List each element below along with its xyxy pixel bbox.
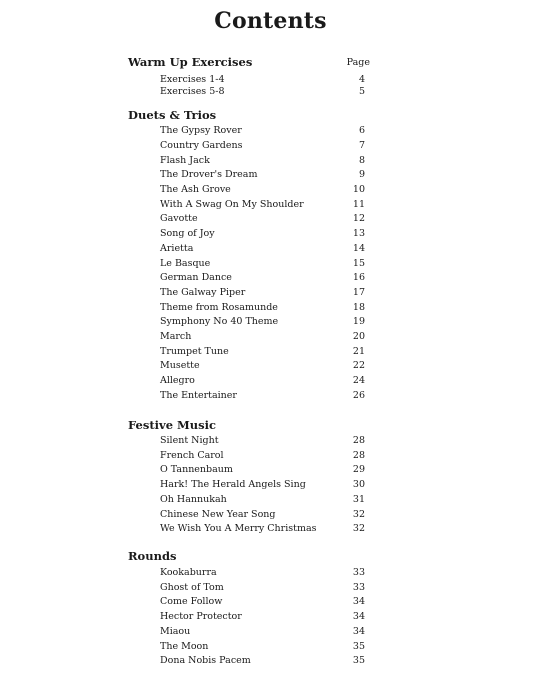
list-item <box>0 302 541 317</box>
item-page: 12 <box>352 213 365 224</box>
item-title: Kookaburra <box>160 567 217 578</box>
list-item <box>0 243 541 258</box>
item-page: 31 <box>352 494 365 505</box>
item-page: 8 <box>358 155 365 166</box>
item-page: 28 <box>352 450 365 461</box>
item-title: Chinese New Year Song <box>160 509 276 520</box>
section-heading: Rounds <box>128 549 177 563</box>
item-page: 28 <box>352 435 365 446</box>
item-page: 34 <box>352 626 365 637</box>
list-item <box>0 655 541 670</box>
list-item <box>0 596 541 611</box>
item-page: 33 <box>352 582 365 593</box>
item-title: Country Gardens <box>160 140 243 151</box>
list-item <box>0 450 541 465</box>
item-page: 32 <box>352 509 365 520</box>
item-page: 13 <box>352 228 365 239</box>
item-title: Silent Night <box>160 435 219 446</box>
item-title: Gavotte <box>160 213 198 224</box>
list-item <box>0 494 541 509</box>
item-page: 5 <box>358 86 365 97</box>
item-page: 11 <box>352 199 365 210</box>
item-page: 32 <box>352 523 365 534</box>
list-item <box>0 272 541 287</box>
item-page: 17 <box>352 287 365 298</box>
list-item <box>0 125 541 140</box>
item-page: 15 <box>352 258 365 269</box>
item-page: 30 <box>352 479 365 490</box>
item-title: The Drover's Dream <box>160 169 258 180</box>
list-item <box>0 169 541 184</box>
section-rounds <box>0 549 541 674</box>
section-warm-up <box>0 55 541 100</box>
item-title: With A Swag On My Shoulder <box>160 199 304 210</box>
list-item <box>0 199 541 214</box>
item-title: O Tannenbaum <box>160 464 233 475</box>
item-page: 7 <box>358 140 365 151</box>
section-heading: Warm Up Exercises <box>128 55 253 69</box>
item-title: March <box>160 331 192 342</box>
list-item <box>0 184 541 199</box>
page-title: Contents <box>214 8 327 34</box>
item-page: 19 <box>352 316 365 327</box>
item-title: Oh Hannukah <box>160 494 227 505</box>
item-title: Hark! The Herald Angels Sing <box>160 479 306 490</box>
list-item <box>0 523 541 538</box>
item-title: Song of Joy <box>160 228 215 239</box>
section-heading: Festive Music <box>128 418 216 432</box>
list-item <box>0 86 541 101</box>
list-item <box>0 435 541 450</box>
item-title: Symphony No 40 Theme <box>160 316 279 327</box>
list-item <box>0 375 541 390</box>
item-page: 22 <box>352 360 365 371</box>
list-item <box>0 258 541 273</box>
item-title: Flash Jack <box>160 155 210 166</box>
item-page: 14 <box>352 243 365 254</box>
item-title: The Galway Piper <box>160 287 246 298</box>
item-page: 9 <box>358 169 365 180</box>
item-title: The Ash Grove <box>160 184 231 195</box>
list-item <box>0 140 541 155</box>
list-item <box>0 582 541 597</box>
item-title: Miaou <box>160 626 191 637</box>
section-heading: Duets & Trios <box>128 108 217 122</box>
item-title: Come Follow <box>160 596 223 607</box>
item-page: 21 <box>352 346 365 357</box>
item-title: Ghost of Tom <box>160 582 224 593</box>
item-page: 16 <box>352 272 365 283</box>
item-page: 26 <box>352 390 365 401</box>
list-item <box>0 626 541 641</box>
item-page: 18 <box>352 302 365 313</box>
item-title: Trumpet Tune <box>160 346 229 357</box>
list-item <box>0 390 541 405</box>
list-item <box>0 213 541 228</box>
item-title: Exercises 1-4 <box>160 74 225 85</box>
item-page: 10 <box>352 184 365 195</box>
list-item <box>0 346 541 361</box>
item-page: 20 <box>352 331 365 342</box>
item-title: French Carol <box>160 450 224 461</box>
item-title: The Entertainer <box>160 390 237 401</box>
list-item <box>0 331 541 346</box>
item-title: Allegro <box>160 375 195 386</box>
item-title: Arietta <box>160 243 194 254</box>
list-item <box>0 641 541 656</box>
list-item <box>0 316 541 331</box>
list-item <box>0 228 541 243</box>
item-title: Musette <box>160 360 200 371</box>
list-item <box>0 611 541 626</box>
item-title: Hector Protector <box>160 611 242 622</box>
list-item <box>0 287 541 302</box>
list-item <box>0 479 541 494</box>
item-title: Dona Nobis Pacem <box>160 655 251 666</box>
item-page: 4 <box>358 74 365 85</box>
item-title: The Moon <box>160 641 209 652</box>
item-title: Exercises 5-8 <box>160 86 225 97</box>
item-title: German Dance <box>160 272 232 283</box>
item-page: 34 <box>352 611 365 622</box>
item-title: Theme from Rosamunde <box>160 302 278 313</box>
item-title: Le Basque <box>160 258 211 269</box>
item-page: 24 <box>352 375 365 386</box>
page-column-label: Page <box>346 57 370 68</box>
item-page: 33 <box>352 567 365 578</box>
list-item <box>0 360 541 375</box>
item-title: The Gypsy Rover <box>160 125 242 136</box>
list-item <box>0 155 541 170</box>
item-page: 35 <box>352 641 365 652</box>
section-festive-music <box>0 418 541 538</box>
list-item <box>0 509 541 524</box>
section-duets-trios <box>0 108 541 403</box>
item-page: 29 <box>352 464 365 475</box>
list-item <box>0 464 541 479</box>
list-item <box>0 567 541 582</box>
item-page: 35 <box>352 655 365 666</box>
item-title: We Wish You A Merry Christmas <box>160 523 317 534</box>
item-page: 6 <box>358 125 365 136</box>
item-page: 34 <box>352 596 365 607</box>
